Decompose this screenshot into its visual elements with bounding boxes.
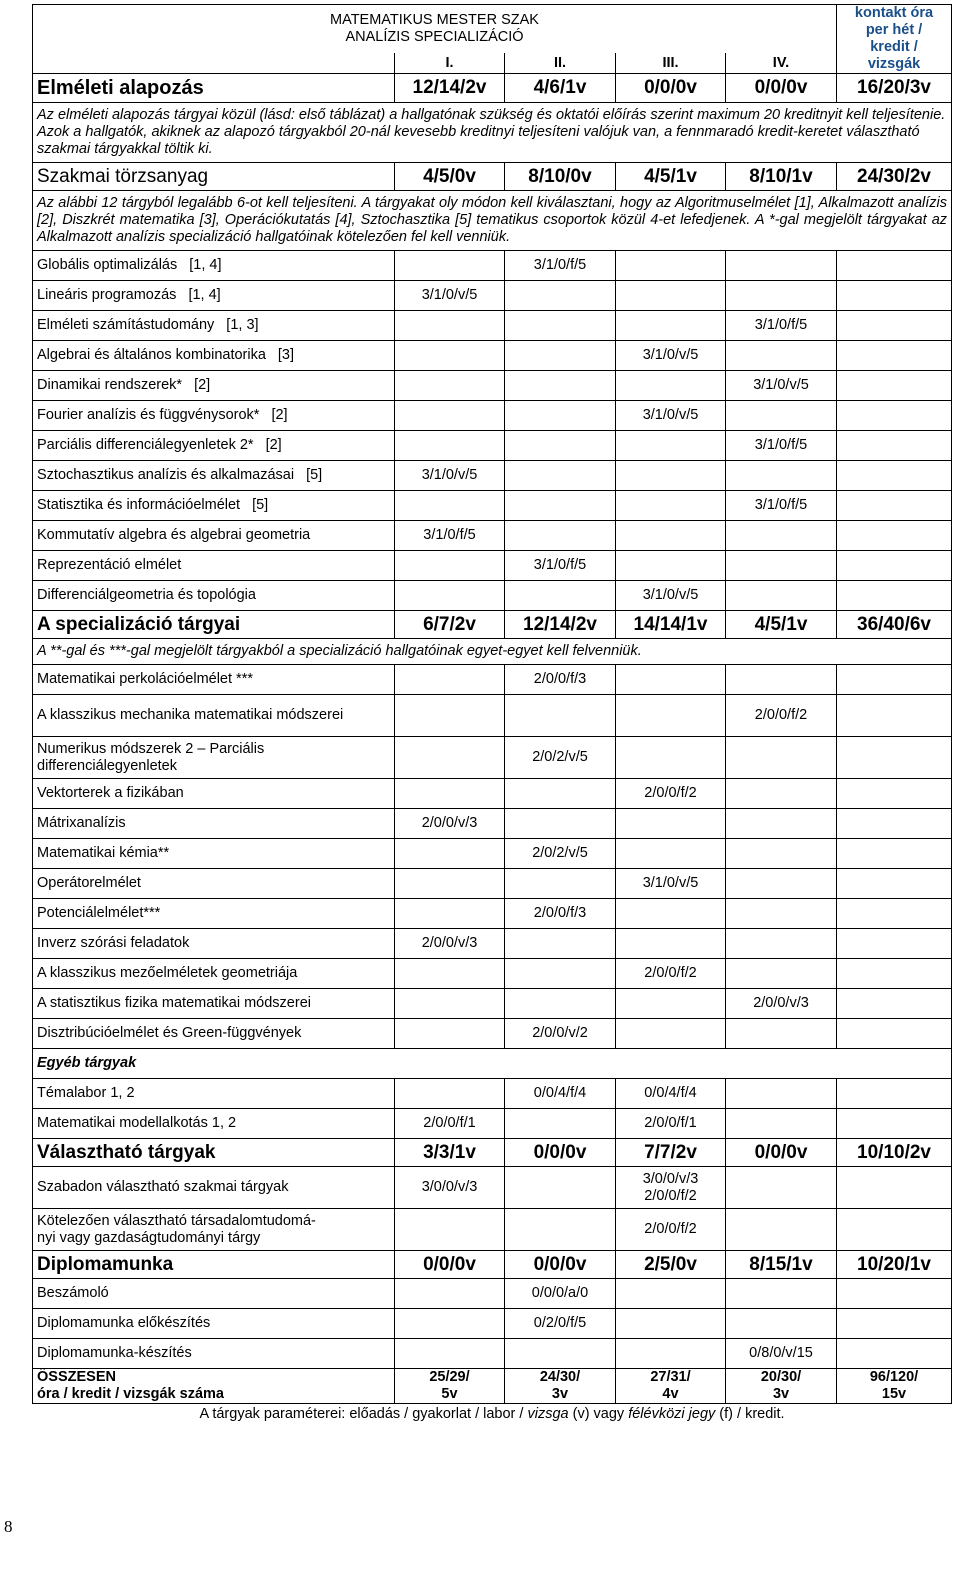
course-cell <box>395 665 505 695</box>
course-cell <box>395 869 505 899</box>
course-total-cell <box>837 959 952 989</box>
course-cell <box>726 1167 837 1209</box>
course-cell <box>505 1339 616 1369</box>
course-name: Reprezentáció elmélet <box>33 551 395 581</box>
course-cell <box>505 1109 616 1139</box>
section-value: 4/5/0v <box>395 163 505 191</box>
course-cell: 2/0/0/f/3 <box>505 899 616 929</box>
course-cell <box>505 461 616 491</box>
course-cell <box>505 695 616 737</box>
course-cell: 3/1/0/v/5 <box>616 869 726 899</box>
course-cell-line: 2/0/0/f/2 <box>644 1187 697 1204</box>
course-cell <box>505 779 616 809</box>
course-name: Lineáris programozás [1, 4] <box>33 281 395 311</box>
course-total-cell <box>837 737 952 779</box>
course-total-cell <box>837 431 952 461</box>
course-cell: 2/0/2/v/5 <box>505 737 616 779</box>
course-cell <box>726 737 837 779</box>
course-total-cell <box>837 899 952 929</box>
course-name: Potenciálelmélet*** <box>33 899 395 929</box>
course-cell <box>616 1167 726 1209</box>
course-cell <box>395 899 505 929</box>
osszesen-label-line: óra / kredit / vizsgák száma <box>37 1386 224 1402</box>
course-name: Numerikus módszerek 2 – Parciális differenciálegyenletek <box>33 737 395 779</box>
course-cell <box>395 491 505 521</box>
section-spec-label: A specializáció tárgyai <box>33 611 395 639</box>
spec-note: A **-gal és ***-gal megjelölt tárgyakból a specializáció hallgatóinak egyet-egyet kell felvenniük. <box>33 639 952 665</box>
course-cell <box>726 1279 837 1309</box>
section-value: 0/0/0v <box>616 74 726 103</box>
course-cell <box>616 251 726 281</box>
egyeb-label: Egyéb tárgyak <box>33 1049 952 1079</box>
course-name: Kommutatív algebra és algebrai geometria <box>33 521 395 551</box>
osszesen-value: 27/31/ 4v <box>616 1369 726 1404</box>
course-total-cell <box>837 311 952 341</box>
course-total-cell <box>837 461 952 491</box>
course-cell: 2/0/0/f/2 <box>616 779 726 809</box>
course-cell <box>505 929 616 959</box>
course-cell <box>616 665 726 695</box>
course-cell <box>726 929 837 959</box>
course-cell <box>616 551 726 581</box>
course-cell <box>395 581 505 611</box>
course-cell <box>616 281 726 311</box>
course-cell <box>505 1209 616 1251</box>
course-cell <box>616 1309 726 1339</box>
section-value: 6/7/2v <box>395 611 505 639</box>
course-cell: 3/1/0/v/5 <box>395 461 505 491</box>
course-cell <box>395 779 505 809</box>
section-value: 0/0/0v <box>505 1251 616 1279</box>
course-total-cell <box>837 1339 952 1369</box>
course-cell: 2/0/0/f/2 <box>616 959 726 989</box>
course-cell <box>395 1079 505 1109</box>
course-cell <box>505 581 616 611</box>
page-title <box>33 5 837 54</box>
course-name <box>33 1209 395 1251</box>
course-cell <box>726 521 837 551</box>
section-value: 12/14/2v <box>505 611 616 639</box>
section-value: 3/3/1v <box>395 1139 505 1167</box>
course-cell <box>616 461 726 491</box>
course-total-cell <box>837 1079 952 1109</box>
course-cell: 0/8/0/v/15 <box>726 1339 837 1369</box>
course-cell <box>616 1279 726 1309</box>
course-total-cell <box>837 1209 952 1251</box>
course-cell <box>616 809 726 839</box>
course-cell: 0/2/0/f/5 <box>505 1309 616 1339</box>
section-diploma-label: Diplomamunka <box>33 1251 395 1279</box>
section-value: 4/5/1v <box>616 163 726 191</box>
curriculum-document <box>32 4 951 1423</box>
course-cell <box>505 281 616 311</box>
course-cell <box>395 1019 505 1049</box>
course-cell <box>726 959 837 989</box>
course-cell: 2/0/2/v/5 <box>505 839 616 869</box>
course-cell <box>726 809 837 839</box>
course-cell <box>505 989 616 1019</box>
course-name: Globális optimalizálás [1, 4] <box>33 251 395 281</box>
course-cell <box>726 899 837 929</box>
course-cell <box>726 1019 837 1049</box>
course-cell: 3/1/0/f/5 <box>505 251 616 281</box>
course-cell <box>395 737 505 779</box>
course-cell <box>726 869 837 899</box>
course-cell <box>395 1309 505 1339</box>
course-cell <box>726 461 837 491</box>
section-total: 24/30/2v <box>837 163 952 191</box>
title-line-2: ANALÍZIS SPECIALIZÁCIÓ <box>345 29 524 46</box>
section-value: 4/6/1v <box>505 74 616 103</box>
course-total-cell <box>837 779 952 809</box>
section-valaszthato-label: Választható tárgyak <box>33 1139 395 1167</box>
course-name: Beszámoló <box>33 1279 395 1309</box>
course-name: A statisztikus fizika matematikai módszerei <box>33 989 395 1019</box>
section-value: 0/0/0v <box>505 1139 616 1167</box>
course-cell: 3/1/0/f/5 <box>726 311 837 341</box>
course-cell <box>395 251 505 281</box>
course-cell <box>505 341 616 371</box>
course-cell: 3/1/0/v/5 <box>616 401 726 431</box>
section-torzs-label: Szakmai törzsanyag <box>33 163 395 191</box>
course-cell <box>616 311 726 341</box>
course-cell <box>726 551 837 581</box>
course-total-cell <box>837 1019 952 1049</box>
course-cell: 2/0/0/f/2 <box>616 1209 726 1251</box>
course-cell <box>505 401 616 431</box>
course-name: Témalabor 1, 2 <box>33 1079 395 1109</box>
course-cell <box>616 1019 726 1049</box>
course-name: Sztochasztikus analízis és alkalmazásai [5] <box>33 461 395 491</box>
course-name: Szabadon választható szakmai tárgyak <box>33 1167 395 1209</box>
course-cell <box>726 839 837 869</box>
course-total-cell <box>837 695 952 737</box>
course-cell <box>505 431 616 461</box>
course-cell: 3/1/0/v/5 <box>395 281 505 311</box>
section-total: 10/20/1v <box>837 1251 952 1279</box>
course-name-line: Kötelezően választható társadalomtudomá- <box>37 1212 316 1229</box>
course-total-cell <box>837 839 952 869</box>
course-cell <box>726 779 837 809</box>
course-cell <box>616 695 726 737</box>
section-value: 8/15/1v <box>726 1251 837 1279</box>
course-cell <box>395 551 505 581</box>
section-value: 0/0/0v <box>395 1251 505 1279</box>
section-value: 14/14/1v <box>616 611 726 639</box>
course-cell <box>616 839 726 869</box>
section-value: 12/14/2v <box>395 74 505 103</box>
course-total-cell <box>837 251 952 281</box>
course-cell <box>505 869 616 899</box>
course-cell: 2/0/0/v/2 <box>505 1019 616 1049</box>
course-name: Vektorterek a fizikában <box>33 779 395 809</box>
course-cell: 2/0/0/f/3 <box>505 665 616 695</box>
course-name: A klasszikus mechanika matematikai módszerei <box>33 695 395 737</box>
course-cell <box>395 371 505 401</box>
kontakt-header: kontakt óra per hét / kredit / vizsgák <box>837 5 952 74</box>
course-cell <box>395 1339 505 1369</box>
torzs-note: Az alábbi 12 tárgyból legalább 6-ot kell teljesíteni. A tárgyakat oly módon kell kiválasztani, hogy az Algoritmuselmélet [1], Alkalmazott analízis [2], Diszkrét matematika [3], Operációkutatás [4], Sztochasztika [5] tematikus csoportok közül 4-et lefedjenek. A *-gal megjelölt tárgyakat az Alkalmazott analízis specializáció hallgatóinak kötelezően fel kell venniük. <box>33 191 952 251</box>
course-cell <box>616 491 726 521</box>
course-cell: 0/0/0/a/0 <box>505 1279 616 1309</box>
section-value: 7/7/2v <box>616 1139 726 1167</box>
course-cell: 2/0/0/f/1 <box>616 1109 726 1139</box>
parameters-footnote: A tárgyak paraméterei: előadás / gyakorlat / labor / vizsga (v) vagy félévközi jegy (f) / kredit. <box>199 1406 785 1422</box>
course-cell: 3/1/0/f/5 <box>395 521 505 551</box>
course-name: Dinamikai rendszerek* [2] <box>33 371 395 401</box>
osszesen-label-line: ÖSSZESEN <box>37 1369 116 1385</box>
osszesen-value: 25/29/ 5v <box>395 1369 505 1404</box>
course-cell <box>395 1209 505 1251</box>
course-name: Diplomamunka előkészítés <box>33 1309 395 1339</box>
course-cell <box>726 1109 837 1139</box>
course-cell <box>395 695 505 737</box>
course-cell <box>395 989 505 1019</box>
course-cell <box>505 311 616 341</box>
course-name: Diplomamunka-készítés <box>33 1339 395 1369</box>
course-total-cell <box>837 491 952 521</box>
course-total-cell <box>837 665 952 695</box>
osszesen-label <box>33 1369 395 1404</box>
semester-2: II. <box>505 53 616 73</box>
course-cell <box>616 431 726 461</box>
course-cell: 2/0/0/v/3 <box>726 989 837 1019</box>
osszesen-value: 20/30/ 3v <box>726 1369 837 1404</box>
course-name: Matematikai modellalkotás 1, 2 <box>33 1109 395 1139</box>
course-name: Differenciálgeometria és topológia <box>33 581 395 611</box>
course-cell <box>726 1309 837 1339</box>
course-cell <box>505 521 616 551</box>
page-number: 8 <box>4 1517 13 1536</box>
semester-1: I. <box>395 53 505 73</box>
course-cell: 2/0/0/v/3 <box>395 929 505 959</box>
course-cell <box>616 989 726 1019</box>
course-total-cell <box>837 581 952 611</box>
course-name: Matematikai kémia** <box>33 839 395 869</box>
course-cell <box>395 341 505 371</box>
course-cell <box>395 431 505 461</box>
semester-3: III. <box>616 53 726 73</box>
course-cell <box>505 491 616 521</box>
section-value: 8/10/0v <box>505 163 616 191</box>
course-cell: 2/0/0/f/1 <box>395 1109 505 1139</box>
course-cell <box>616 1339 726 1369</box>
course-name: Inverz szórási feladatok <box>33 929 395 959</box>
course-cell <box>726 341 837 371</box>
course-name: Algebrai és általános kombinatorika [3] <box>33 341 395 371</box>
course-cell <box>395 401 505 431</box>
course-total-cell <box>837 281 952 311</box>
course-cell <box>726 281 837 311</box>
course-cell: 3/1/0/v/5 <box>616 581 726 611</box>
section-total: 36/40/6v <box>837 611 952 639</box>
course-cell: 0/0/4/f/4 <box>505 1079 616 1109</box>
course-cell <box>395 959 505 989</box>
course-total-cell <box>837 989 952 1019</box>
course-cell: 2/0/0/v/3 <box>395 809 505 839</box>
course-cell <box>726 251 837 281</box>
course-total-cell <box>837 1109 952 1139</box>
course-cell <box>395 1279 505 1309</box>
course-cell <box>726 665 837 695</box>
curriculum-table <box>32 4 952 1423</box>
course-cell <box>616 371 726 401</box>
semester-4: IV. <box>726 53 837 73</box>
course-name: Parciális differenciálegyenletek 2* [2] <box>33 431 395 461</box>
course-name: Disztribúcióelmélet és Green-függvények <box>33 1019 395 1049</box>
course-name: Operátorelmélet <box>33 869 395 899</box>
course-cell <box>726 1209 837 1251</box>
course-total-cell <box>837 521 952 551</box>
course-total-cell <box>837 1309 952 1339</box>
course-total-cell <box>837 401 952 431</box>
course-total-cell <box>837 1279 952 1309</box>
course-name: Fourier analízis és függvénysorok* [2] <box>33 401 395 431</box>
section-total: 16/20/3v <box>837 74 952 103</box>
course-total-cell <box>837 341 952 371</box>
course-cell: 3/0/0/v/3 <box>395 1167 505 1209</box>
course-cell <box>395 839 505 869</box>
course-cell <box>616 899 726 929</box>
course-total-cell <box>837 869 952 899</box>
elmeleti-note: Az elméleti alapozás tárgyai közül (lásd: első táblázat) a hallgatónak szükség és oktatói előírás szerint maximum 20 kreditnyit kell teljesítenie. Azok a hallgatók, akiknek az alapozó tárgyakból 20-nál kevesebb kreditnyi teljesíteni valójuk van, a fennmaradó kredit-keretet választható szakmai tárgyakkal töltik ki. <box>33 103 952 163</box>
title-line-1: MATEMATIKUS MESTER SZAK <box>330 12 539 29</box>
section-value: 0/0/0v <box>726 74 837 103</box>
course-cell-line: 3/0/0/v/3 <box>642 1170 699 1187</box>
section-total: 10/10/2v <box>837 1139 952 1167</box>
course-cell <box>726 401 837 431</box>
course-cell: 0/0/4/f/4 <box>616 1079 726 1109</box>
course-cell: 2/0/0/f/2 <box>726 695 837 737</box>
course-name: Matematikai perkolációelmélet *** <box>33 665 395 695</box>
course-cell: 3/1/0/f/5 <box>726 491 837 521</box>
course-cell <box>505 959 616 989</box>
course-name: Statisztika és információelmélet [5] <box>33 491 395 521</box>
course-total-cell <box>837 371 952 401</box>
course-total-cell <box>837 809 952 839</box>
course-name-line: nyi vagy gazdaságtudományi tárgy <box>37 1229 261 1246</box>
course-cell <box>395 311 505 341</box>
course-name: A klasszikus mezőelméletek geometriája <box>33 959 395 989</box>
course-cell <box>505 371 616 401</box>
course-name: Mátrixanalízis <box>33 809 395 839</box>
course-cell <box>616 929 726 959</box>
course-total-cell <box>837 1167 952 1209</box>
section-value: 4/5/1v <box>726 611 837 639</box>
course-cell <box>505 1167 616 1209</box>
course-cell <box>726 1079 837 1109</box>
osszesen-total: 96/120/ 15v <box>837 1369 952 1404</box>
course-cell: 3/1/0/f/5 <box>505 551 616 581</box>
course-cell: 3/1/0/f/5 <box>726 431 837 461</box>
course-cell: 3/1/0/v/5 <box>726 371 837 401</box>
section-value: 0/0/0v <box>726 1139 837 1167</box>
course-total-cell <box>837 551 952 581</box>
course-cell: 3/1/0/v/5 <box>616 341 726 371</box>
course-cell <box>505 809 616 839</box>
course-cell <box>726 581 837 611</box>
course-name: Elméleti számítástudomány [1, 3] <box>33 311 395 341</box>
section-value: 2/5/0v <box>616 1251 726 1279</box>
course-total-cell <box>837 929 952 959</box>
osszesen-value: 24/30/ 3v <box>505 1369 616 1404</box>
course-cell <box>616 737 726 779</box>
section-elmeleti-label: Elméleti alapozás <box>33 74 395 103</box>
section-value: 8/10/1v <box>726 163 837 191</box>
course-cell <box>616 521 726 551</box>
